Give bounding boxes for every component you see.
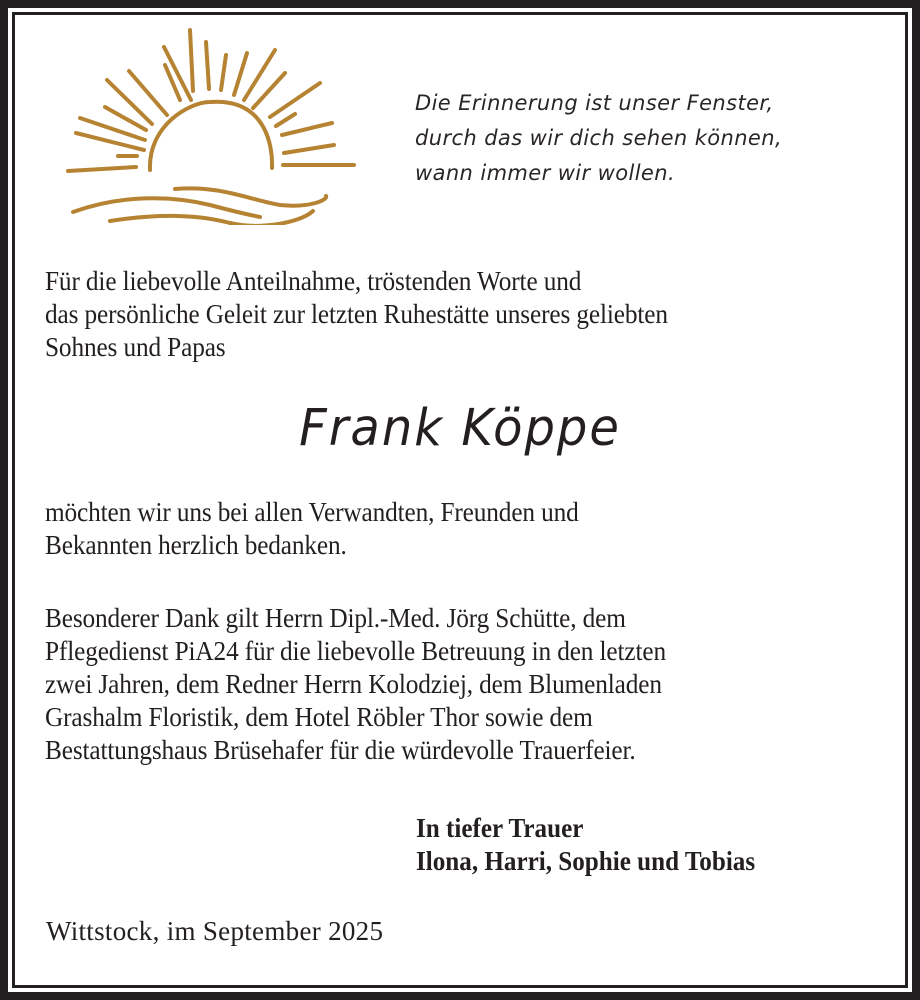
text-line: das persönliche Geleit zur letzten Ruhestätte unseres geliebten	[45, 298, 668, 329]
text-line: Sohnes und Papas	[45, 331, 226, 362]
text-line: möchten wir uns bei allen Verwandten, Freunden und	[45, 496, 579, 527]
signature-block	[416, 812, 755, 878]
sunrise-over-water-icon	[60, 25, 370, 225]
text-line: Für die liebevolle Anteilnahme, tröstenden Worte und	[45, 265, 582, 296]
thanks-paragraph	[45, 495, 579, 561]
text-line: zwei Jahren, dem Redner Herrn Kolodziej, dem Blumenladen	[45, 668, 662, 699]
quote-line: wann immer wir wollen.	[415, 161, 676, 185]
deceased-name: Frank Köppe	[299, 398, 621, 458]
text-line: Grashalm Floristik, dem Hotel Röbler Thor sowie dem	[45, 701, 593, 732]
signature-names: Ilona, Harri, Sophie und Tobias	[416, 846, 756, 876]
place-date: Wittstock, im September 2025	[46, 916, 384, 946]
text-line: Bekannten herzlich bedanken.	[45, 529, 347, 560]
quote-line: durch das wir dich sehen können,	[415, 126, 783, 150]
quote-line: Die Erinnerung ist unser Fenster,	[415, 91, 774, 115]
signature-heading: In tiefer Trauer	[416, 813, 584, 843]
intro-paragraph	[45, 264, 668, 363]
memorial-quote	[415, 86, 782, 191]
text-line: Pflegedienst PiA24 für die liebevolle Betreuung in den letzten	[45, 635, 666, 666]
text-line: Besonderer Dank gilt Herrn Dipl.-Med. Jörg Schütte, dem	[45, 602, 626, 633]
special-thanks-paragraph	[45, 601, 666, 766]
text-line: Bestattungshaus Brüsehafer für die würdevolle Trauerfeier.	[45, 734, 636, 765]
